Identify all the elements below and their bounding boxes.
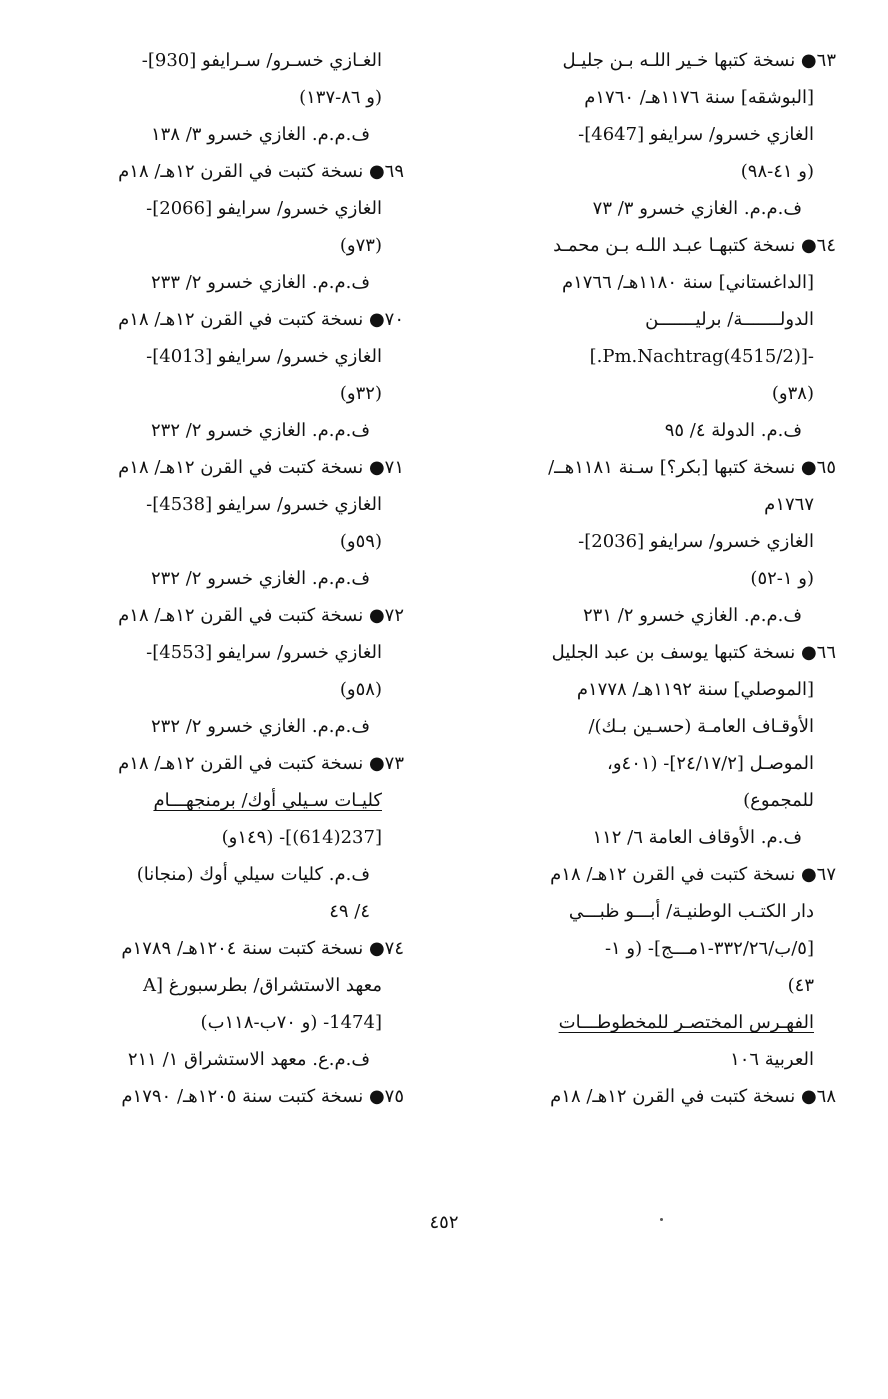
right-column-line: الغازي خسرو/ سرايفو [4647]-: [578, 124, 814, 145]
left-column: [54, 42, 404, 1115]
left-column-line: (٣٢و): [339, 383, 382, 404]
left-column-entry-line: ٧٤● نسخة كتبت سنة ١٢٠٤هـ/ ١٧٨٩م: [121, 938, 404, 959]
left-column-line: [1474- (و ٧٠ب-١١٨ب): [200, 1012, 382, 1033]
page-number: ٤٥٢: [429, 1212, 459, 1233]
right-column-line: ف.م. الدولة ٤/ ٩٥: [664, 420, 802, 441]
right-column-line: دار الكتـب الوطنيـة/ أبـــو ظبـــي: [568, 901, 814, 922]
right-column-entry-line: ٦٤● نسخة كتبهـا عبـد اللـه بـن محمـد: [553, 235, 836, 256]
right-column-line: (و ٤١-٩٨): [740, 161, 814, 182]
left-column-line: ف.م.م. الغازي خسرو ٢/ ٢٣٢: [150, 420, 370, 441]
left-column-line: كليـات سـيلي أوك/ برمنجهـــام: [153, 790, 382, 811]
left-column-line: (٥٩و): [339, 531, 382, 552]
left-column-line: [237(614)]- (١٤٩و): [221, 827, 382, 848]
right-column-line: ف.م.م. الغازي خسرو ٢/ ٢٣١: [582, 605, 802, 626]
left-column-entry-line: ٧١● نسخة كتبت في القرن ١٢هـ/ ١٨م: [118, 457, 404, 478]
left-column-line: الغازي خسرو/ سرايفو [4013]-: [146, 346, 382, 367]
left-column-line: (٧٣و): [339, 235, 382, 256]
left-column-line: الغازي خسرو/ سرايفو [4538]-: [146, 494, 382, 515]
right-column-line: الأوقـاف العامـة (حسـين بـك)/: [588, 716, 814, 737]
left-column-line: ٤/ ٤٩: [329, 901, 370, 922]
left-column-line: (٥٨و): [339, 679, 382, 700]
left-column-line: الغـازي خسـرو/ سـرايفو [930]-: [141, 50, 382, 71]
left-column-entry-line: ٧٢● نسخة كتبت في القرن ١٢هـ/ ١٨م: [118, 605, 404, 626]
right-column-line: العربية ١٠٦: [730, 1049, 814, 1070]
right-column-entry-line: ٦٧● نسخة كتبت في القرن ١٢هـ/ ١٨م: [550, 864, 836, 885]
left-column-line: ف.م. كليات سيلي أوك (منجانا): [136, 864, 370, 885]
right-column-line: ف.م. الأوقاف العامة ٦/ ١١٢: [592, 827, 802, 848]
right-column-line: [الداغستاني] سنة ١١٨٠هـ/ ١٧٦٦م: [561, 272, 814, 293]
right-column: [486, 42, 836, 1115]
left-column-entry-line: ٧٥● نسخة كتبت سنة ١٢٠٥هـ/ ١٧٩٠م: [121, 1086, 404, 1107]
right-column-line: -[(4515/2)Pm.Nachtrag.]: [589, 346, 814, 367]
right-column-line: للمجموع): [743, 790, 814, 811]
left-column-entry-line: ٧٣● نسخة كتبت في القرن ١٢هـ/ ١٨م: [118, 753, 404, 774]
right-column-entry-line: ٦٦● نسخة كتبها يوسف بن عبد الجليل: [551, 642, 836, 663]
right-column-line: الفهـرس المختصـر للمخطوطـــات: [558, 1012, 814, 1033]
left-column-line: ف.م.م. الغازي خسرو ٣/ ١٣٨: [150, 124, 370, 145]
right-column-entry-line: ٦٣● نسخة كتبها خـير اللـه بـن جليـل: [562, 50, 836, 71]
right-column-line: [الموصلي] سنة ١١٩٢هـ/ ١٧٧٨م: [576, 679, 814, 700]
right-column-line: الغازي خسرو/ سرايفو [2036]-: [578, 531, 814, 552]
right-column-entry-line: ٦٥● نسخة كتبها [بكر؟] سـنة ١١٨١هــ/: [548, 457, 836, 478]
right-column-line: (و ١-٥٢): [750, 568, 814, 589]
right-column-line: [٥/ب/٣٣٢/٢٦-١مـــج]- (و ١-: [604, 938, 814, 959]
left-column-line: ف.م.م. الغازي خسرو ٢/ ٢٣٢: [150, 568, 370, 589]
left-column-line: معهد الاستشراق/ بطرسبورغ [A: [142, 975, 382, 996]
right-column-entry-line: ٦٨● نسخة كتبت في القرن ١٢هـ/ ١٨م: [550, 1086, 836, 1107]
right-column-line: ١٧٦٧م: [764, 494, 814, 515]
right-column-line: (٣٨و): [771, 383, 814, 404]
right-column-line: الدولـــــــة/ برليـــــــن: [645, 309, 814, 330]
left-column-line: ف.م.م. الغازي خسرو ٢/ ٢٣٣: [150, 272, 370, 293]
left-column-line: ف.م.م. الغازي خسرو ٢/ ٢٣٢: [150, 716, 370, 737]
right-column-line: [البوشقه] سنة ١١٧٦هـ/ ١٧٦٠م: [584, 87, 814, 108]
left-column-entry-line: ٦٩● نسخة كتبت في القرن ١٢هـ/ ١٨م: [118, 161, 404, 182]
left-column-line: (و ٨٦-١٣٧): [299, 87, 382, 108]
right-column-line: الموصـل [٢٤/١٧/٢]- (٤٠١و،: [607, 753, 814, 774]
left-column-line: ف.م.ع. معهد الاستشراق ١/ ٢١١: [127, 1049, 370, 1070]
left-column-line: الغازي خسرو/ سرايفو [2066]-: [146, 198, 382, 219]
right-column-line: ٤٣): [787, 975, 814, 996]
right-column-line: ف.م.م. الغازي خسرو ٣/ ٧٣: [592, 198, 802, 219]
left-column-line: الغازي خسرو/ سرايفو [4553]-: [146, 642, 382, 663]
scan-speck: [660, 1218, 663, 1221]
left-column-entry-line: ٧٠● نسخة كتبت في القرن ١٢هـ/ ١٨م: [118, 309, 404, 330]
